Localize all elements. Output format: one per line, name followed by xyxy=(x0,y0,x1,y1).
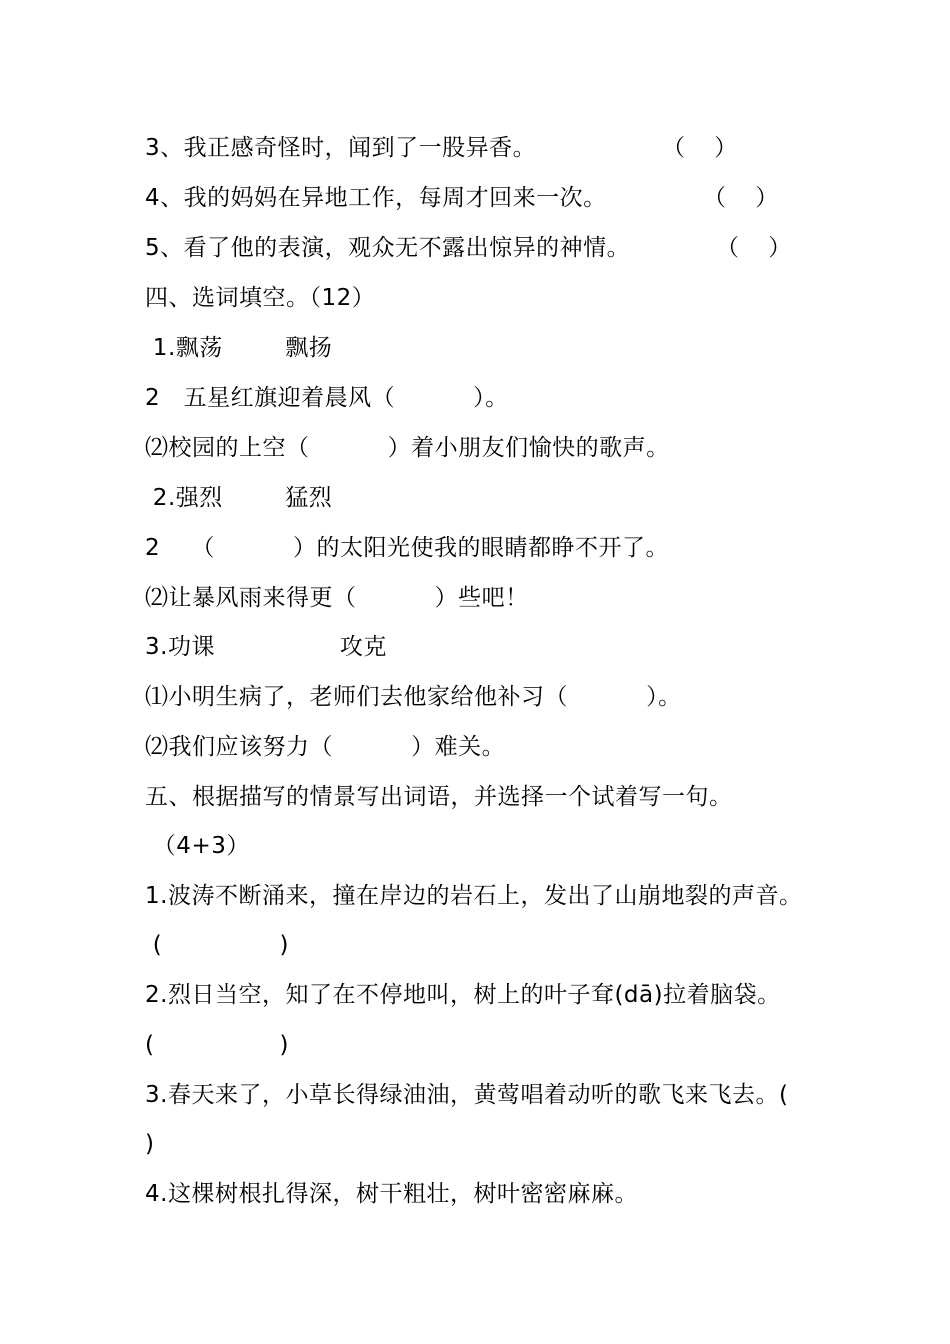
fill-question-1-2: ⑵校园的上空（ ）着小朋友们愉快的歌声。 xyxy=(145,435,670,461)
question-3-answer-blank[interactable]: （ ） xyxy=(662,135,738,161)
word-pair-3: 3.功课 攻克 xyxy=(145,634,387,660)
word-pair-2: 2.强烈 猛烈 xyxy=(145,485,333,511)
fill-question-2-1: 2 （ ）的太阳光使我的眼睛都睁不开了。 xyxy=(145,535,669,561)
fill-question-3-1: ⑴小明生病了，老师们去他家给他补习（ ）。 xyxy=(145,684,682,710)
question-5-text: 5、看了他的表演，观众无不露出惊异的神情。 xyxy=(145,235,631,261)
question-4-text: 4、我的妈妈在异地工作，每周才回来一次。 xyxy=(145,185,607,211)
scene-1-text: 1.波涛不断涌来，撞在岸边的岩石上，发出了山崩地裂的声音。 xyxy=(145,883,803,909)
scene-2-text: 2.烈日当空，知了在不停地叫，树上的叶子耷(dā)拉着脑袋。 xyxy=(145,982,781,1008)
fill-question-3-2: ⑵我们应该努力（ ）难关。 xyxy=(145,734,506,760)
section-5-score: （4+3） xyxy=(145,833,250,859)
scene-2-answer-blank[interactable]: ( ) xyxy=(145,1032,289,1058)
section-4-heading: 四、选词填空。（12） xyxy=(145,285,376,311)
scene-3-answer-blank[interactable]: ) xyxy=(145,1131,155,1157)
word-pair-1: 1.飘荡 飘扬 xyxy=(145,335,333,361)
question-5-answer-blank[interactable]: （ ） xyxy=(716,235,792,261)
question-4-answer-blank[interactable]: （ ） xyxy=(703,185,779,211)
scene-4-text: 4.这棵树根扎得深，树干粗壮，树叶密密麻麻。 xyxy=(145,1181,638,1207)
scene-1-answer-blank[interactable]: ( ) xyxy=(145,932,289,958)
fill-question-1-1: 2 五星红旗迎着晨风（ ）。 xyxy=(145,385,509,411)
fill-question-2-2: ⑵让暴风雨来得更（ ）些吧！ xyxy=(145,585,529,611)
scene-3-text: 3.春天来了，小草长得绿油油，黄莺唱着动听的歌飞来飞去。( xyxy=(145,1082,789,1108)
section-5-heading: 五、根据描写的情景写出词语，并选择一个试着写一句。 xyxy=(145,784,733,810)
question-3-text: 3、我正感奇怪时，闻到了一股异香。 xyxy=(145,135,537,161)
